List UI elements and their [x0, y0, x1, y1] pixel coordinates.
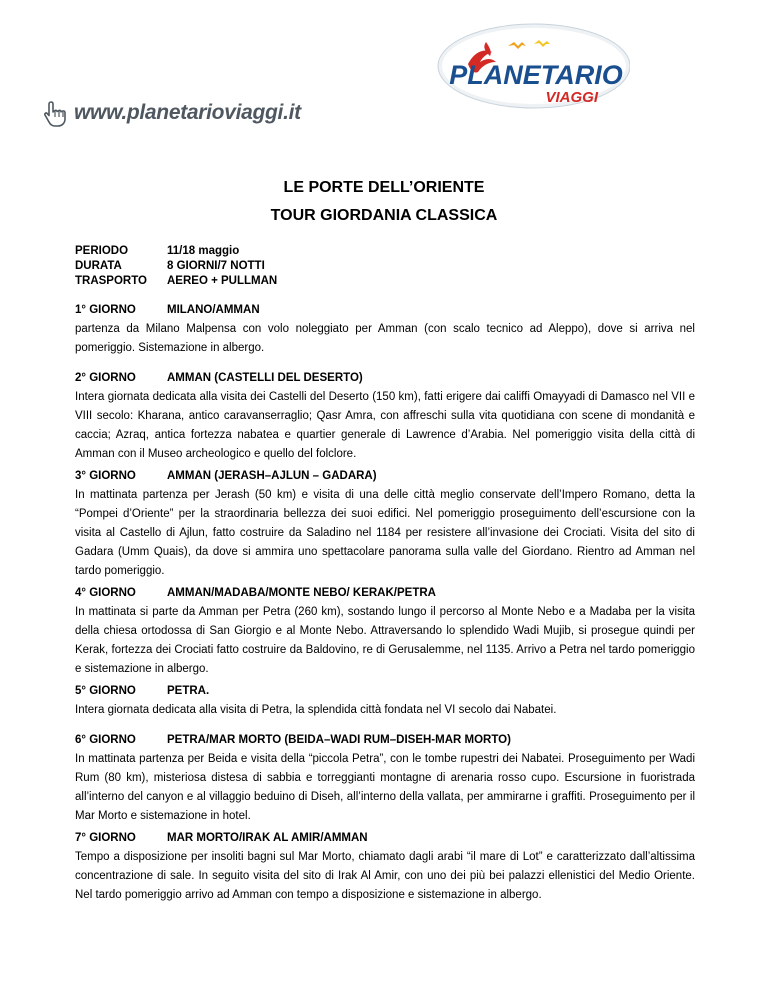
itinerary-day-5 — [75, 682, 695, 720]
day-description: Tempo a disposizione per insoliti bagni sul Mar Morto, chiamato dagli arabi “il mare di Lot” e caratterizzato dall’altissima concentrazione di sale. In seguito visita del sito di Irak Al Amir, con uno dei più bei palazzi ellenistici del Medio Oriente. Nel tardo pomeriggio arrivo ad Amman con tempo a disposizione e sistemazione in albergo. — [75, 851, 695, 901]
day-description: partenza da Milano Malpensa con volo noleggiato per Amman (con scalo tecnico ad Aleppo), dove si arriva nel pomeriggio. Sistemazione in albergo. — [75, 323, 695, 354]
day-title: MILANO/AMMAN — [167, 304, 260, 316]
day-number: 2° GIORNO — [75, 372, 136, 384]
itinerary-day-4 — [75, 584, 695, 679]
day-title: PETRA/MAR MORTO (BEIDA–WADI RUM–DISEH-MAR MORTO) — [167, 734, 511, 746]
day-number: 3° GIORNO — [75, 470, 136, 482]
info-value: 11/18 maggio — [167, 245, 240, 257]
day-title: AMMAN/MADABA/MONTE NEBO/ KERAK/PETRA — [167, 587, 436, 599]
day-description: In mattinata si parte da Amman per Petra (260 km), sostando lungo il percorso al Monte Nebo e a Madaba per la visita della chiesa ortodossa di San Giorgio e al Monte Nebo. Attraversando lo splendido Wadi Mujib, si prosegue quindi per Kerak, fortezza dei Crociati fatto costruire da Baldovino, re di Gerusalemme, nel 1135. Arrivo a Petra nel tardo pomeriggio e sistemazione in albergo. — [75, 606, 695, 675]
planetario-viaggi-logo — [430, 22, 630, 112]
day-number: 1° GIORNO — [75, 304, 136, 316]
info-value: 8 GIORNI/7 NOTTI — [167, 260, 265, 272]
itinerary-day-7 — [75, 829, 695, 905]
info-label: PERIODO — [75, 245, 129, 257]
itinerary-day-3 — [75, 467, 695, 581]
day-number: 4° GIORNO — [75, 587, 136, 599]
trip-info-table — [75, 244, 277, 289]
logo-text-viaggi: VIAGGI — [545, 89, 598, 106]
document-subtitle: TOUR GIORDANIA CLASSICA — [270, 207, 498, 224]
info-label: TRASPORTO — [75, 275, 147, 287]
itinerary-day-1 — [75, 301, 695, 358]
day-number: 5° GIORNO — [75, 685, 136, 697]
day-title: PETRA. — [167, 685, 210, 697]
day-title: AMMAN (CASTELLI DEL DESERTO) — [167, 372, 363, 384]
info-row-period — [75, 244, 277, 259]
website-link-area[interactable] — [40, 98, 301, 128]
info-label: DURATA — [75, 260, 122, 272]
website-url[interactable]: www.planetarioviaggi.it — [74, 101, 301, 124]
day-number: 6° GIORNO — [75, 734, 136, 746]
itinerary-day-6 — [75, 731, 695, 826]
day-description: In mattinata partenza per Jerash (50 km) e visita di una delle città meglio conservate dell’Impero Romano, detta la “Pompei d’Oriente” per la straordinaria bellezza dei suoi edifici. Nel pomeriggio proseguimento dell’escursione con la visita al Castello di Ajlun, fatto costruire da Saladino nel 1184 per resistere all’invasione dei Crociati. Visita del sito di Gadara (Umm Quais), da dove si ammira uno spettacolare panorama sulla valle del Giordano. Rientro ad Amman nel tardo pomeriggio. — [75, 489, 695, 577]
day-title: AMMAN (JERASH–AJLUN – GADARA) — [167, 470, 377, 482]
info-row-duration — [75, 259, 277, 274]
day-description: In mattinata partenza per Beida e visita della “piccola Petra”, con le tombe rupestri dei Nabatei. Proseguimento per Wadi Rum (80 km), misteriosa distesa di sabbia e torreggianti montagne di arenaria rosso cupo. Escursione in fuoristrada all’interno del canyon e al villaggio beduino di Diseh, all’interno della vallata, per ammirarne i graffiti. Proseguimento per il Mar Morto e sistemazione in hotel. — [75, 753, 695, 822]
day-title: MAR MORTO/IRAK AL AMIR/AMMAN — [167, 832, 368, 844]
day-number: 7° GIORNO — [75, 832, 136, 844]
logo-text-planetario: PLANETARIO — [449, 60, 623, 90]
hand-pointer-icon — [40, 98, 70, 128]
document-title: LE PORTE DELL’ORIENTE — [283, 179, 485, 196]
itinerary-day-2 — [75, 369, 695, 464]
day-description: Intera giornata dedicata alla visita di Petra, la splendida città fondata nel VI secolo dai Nabatei. — [75, 704, 557, 716]
info-row-transport — [75, 274, 277, 289]
info-value: AEREO + PULLMAN — [167, 275, 278, 287]
day-description: Intera giornata dedicata alla visita dei Castelli del Deserto (150 km), fatti erigere dai califfi Omayyadi di Damasco nel VII e VIII secolo: Kharana, antico caravanserraglio; Qasr Amra, con affreschi sulla vita quotidiana con scene di mondanità e caccia; Azraq, antica fortezza nabatea e quartier generale di Lawrence d’Arabia. Nel pomeriggio visita della città di Amman con il Museo archeologico e quello del folclore. — [75, 391, 695, 460]
